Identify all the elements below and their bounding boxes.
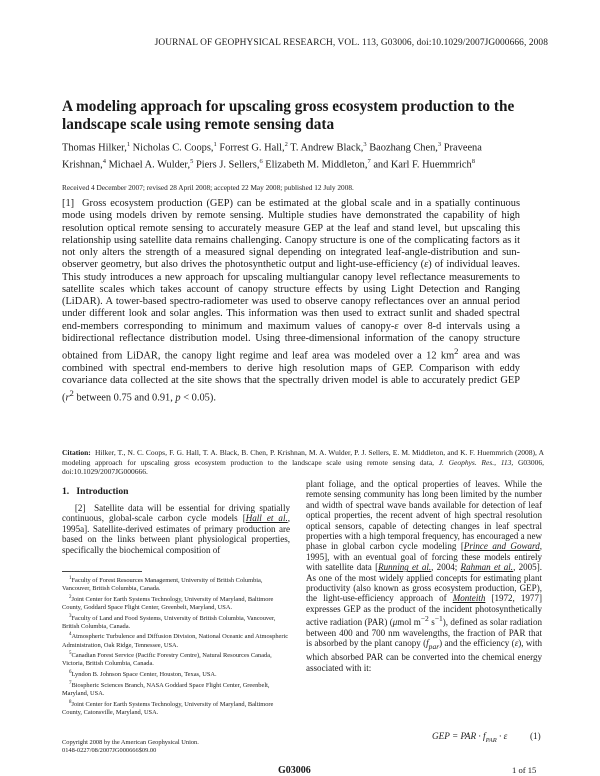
footnote-marker: 1 (69, 576, 72, 581)
footnote-marker: 7 (69, 680, 72, 686)
footnote-marker: 4 (69, 632, 72, 638)
unit-text: s (428, 617, 435, 628)
reference-link[interactable]: Running et al. (378, 562, 432, 573)
section-heading: 1. Introduction (62, 486, 129, 497)
abstract-para-number: [1] (62, 198, 75, 209)
author-name: T. Andrew Black, (290, 142, 364, 154)
intro-paragraph-right (306, 479, 542, 673)
author-affiliation-marker: 6 (259, 157, 263, 165)
abstract-text-1: Gross ecosystem production (GEP) can be estimated at the global scale and in a spatially continuous mode using models driven by remote sensing. Multiple studies have demonstrated the capability of high resolution optical remote sensing to accurately measure GEP at the leaf and stand level, but upscaling this relationship using satellite data remains challenging. Canopy structure is one of the complicating factors as it not only alters the strength of a measured signal depending on integrated leaf-angle-distribution and sun-observer geometry, but also drives the photosynthetic output and light-use-efficiency ( (62, 198, 520, 271)
author-affiliation-marker: 2 (284, 141, 288, 148)
footnote-divider (62, 571, 142, 572)
author-affiliation-marker: 7 (367, 157, 371, 165)
footnote-text: Atmospheric Turbulence and Diffusion Division, National Oceanic and Atmospheric Administration, Oak Ridge, Tennessee, USA. (62, 633, 289, 649)
equation-text: GEP = PAR · f (432, 731, 486, 741)
running-header: JOURNAL OF GEOPHYSICAL RESEARCH, VOL. 113, G03006, doi:10.1029/2007JG000666, 2008 (154, 38, 548, 48)
left-text-1: Satellite data will be essential for driving spatially continuous, global-scale carbon cycle models [ (62, 503, 290, 524)
page-count: 1 of 15 (512, 765, 537, 775)
equation-tail: · ε (496, 731, 508, 741)
author-affiliation-marker: 3 (437, 141, 442, 148)
author-name: Forrest G. Hall, (219, 142, 285, 154)
footnote-marker: 6 (69, 670, 72, 676)
citation-text-1: Hilker, T., N. C. Coops, F. G. Hall, T. A. Black, B. Chen, P. Krishnan, M. A. Wulder, P. J. Sellers, E. M. Middleton, and K. F. Huemmrich (2008), A modeling approach for upscaling gross ecosystem production to the landscape scale using remote sensing data, (62, 448, 545, 467)
copyright-line: Copyright 2008 by the American Geophysical Union. (62, 739, 199, 746)
footnote-text: Joint Center for Earth Systems Technology, University of Maryland, Baltimore County, Goddard Space Flight Center, Greenbelt, Maryland, USA. (62, 595, 274, 612)
author-name: Baozhang Chen, (369, 142, 438, 154)
footnote-marker: 3 (69, 613, 72, 619)
issn-line: 0148-0227/08/2007JG000666$09.00 (62, 747, 157, 755)
footnote-text: Lyndon B. Johnson Space Center, Houston, Texas, USA. (71, 671, 217, 679)
right-text-5: [1972, 1977] expresses GEP as the product of the incident photosynthetically active radiation (PAR) ( (306, 593, 542, 628)
author-name: Elizabeth M. Middleton, (265, 159, 368, 171)
epsilon-symbol: ε (424, 259, 429, 271)
author-name: Nicholas C. Coops, (132, 142, 214, 154)
author-name: Thomas Hilker, (62, 142, 127, 154)
unit-superscript: −2 (420, 614, 429, 624)
right-text-6: ), defined as solar radiation between 400 and 700 nm wavelengths, the fraction of PAR that is absorbed by the plant canopy ( (306, 617, 542, 649)
reference-link[interactable]: Rahman et al. (460, 562, 514, 573)
abstract-text-2: ) of individual leaves. This study introduces a new approach for upscaling multiangular canopy level reflectance measurements to satellite scales which takes account of canopy structure effects by using Light Detection and Ranging (LiDAR). A tower-based spectro-radiometer was used to observe canopy reflectances over an annual period under different look and solar angles. This information was then used to extract sunlit and shaded spectral end-members corresponding to minimum and maximum values of canopy- (62, 259, 520, 332)
citation-label: Citation: (62, 448, 91, 457)
author-name: Michael A. Wulder, (108, 159, 191, 171)
footnote-text: Biospheric Sciences Branch, NASA Goddard Space Flight Center, Greenbelt, Maryland, USA. (62, 681, 270, 697)
author-affiliation-marker: 8 (471, 157, 475, 165)
citation (62, 448, 544, 477)
abstract-text-3: over 8-d intervals using a bidirectional reflectance distribution model. Using three-dimensional information of the canopy structure obtained from LiDAR, the canopy light regime and leaf area was modeled over a 12 km (62, 320, 520, 362)
author-affiliation-marker: 5 (190, 157, 194, 165)
author-affiliation-marker: 1 (126, 141, 131, 148)
mu-symbol: μ (392, 617, 398, 628)
author-list (62, 138, 482, 172)
article-title: A modeling approach for upscaling gross ecosystem production to the landscape scale using remote sensing data (62, 98, 515, 133)
equation-gep (432, 731, 507, 744)
epsilon-symbol: ε (394, 320, 399, 332)
footnote-item (62, 680, 290, 698)
abstract-text-6: < 0.05). (180, 392, 216, 404)
page-identifier: G03006 (278, 765, 311, 776)
citation-text-2: G03006, doi:10.1029/2007JG000666. (62, 457, 544, 477)
left-text-2: , 1995a]. Satellite-derived estimates of primary production are based on the links between plant physiological properties, specifically the biochemical composition of (62, 513, 290, 555)
footnote-text: Canadian Forest Service (Pacific Forestry Centre), Natural Resources Canada, Victoria, British Columbia, Canada. (62, 652, 272, 668)
footnote-item (62, 669, 290, 679)
intro-para-number: [2] (74, 503, 86, 513)
author-affiliation-marker: 4 (102, 157, 106, 165)
abstract-text-4: area and was combined with spectral end-members to derive high resolution maps of GEP. Comparison with eddy covariance data collected at the site shows that the spectrally driven model is able to accurately predict GEP ( (62, 350, 520, 404)
author-name: Piers J. Sellers, (195, 159, 260, 171)
footnote-text: Faculty of Forest Resources Management, University of British Columbia, Vancouver, British Columbia, Canada. (62, 577, 263, 593)
f-variable: f (426, 638, 429, 649)
footnote-marker: 2 (69, 594, 72, 600)
p-variable: p (175, 392, 181, 404)
unit-text: mol m (397, 617, 421, 628)
reference-link[interactable]: Hall et al. (245, 513, 288, 524)
right-text-4: , 2005]. As one of the most widely applied concepts for estimating plant productivity (also known as gross ecosystem production, GEP), the light-use-efficiency approach of (306, 562, 542, 604)
footnote-item (62, 650, 290, 668)
right-text-7: ) and the efficiency ( (439, 638, 515, 649)
footnote-item (62, 575, 290, 593)
reference-link[interactable]: Prince and Goward (463, 541, 540, 552)
reference-link[interactable]: Monteith (452, 593, 486, 604)
footnote-text: Joint Center for Earth Systems Technology, University of Maryland, Baltimore County, Catonsville, Maryland, USA. (62, 700, 274, 716)
right-text-8: ), with which absorbed PAR can be converted into the chemical energy associated with it: (306, 638, 542, 673)
equation-number: (1) (530, 731, 541, 741)
footnote-item (62, 594, 290, 612)
footnote-text: Faculty of Land and Food Systems, University of British Columbia, Vancouver, British Columbia, Canada. (62, 614, 276, 630)
received-dates: Received 4 December 2007; revised 28 April 2008; accepted 22 May 2008; published 12 July 2008. (62, 183, 354, 192)
intro-paragraph-left (62, 503, 290, 555)
equation-subscript: PAR (485, 736, 497, 744)
unit-superscript: −1 (434, 614, 443, 624)
citation-journal: J. Geophys. Res., 113, (438, 457, 514, 467)
right-text-1: plant foliage, and the optical properties of leaves. While the remote sensing community has long been limited by the number and width of spectral wave bands available for detection of leaf optical properties, the recent advent of high spectral resolution optical sensors, capable of detecting changes in leaf spectral properties with a high temporal frequency, has encouraged a new phase in global carbon cycle modeling [ (306, 479, 542, 552)
footnote-marker: 8 (69, 699, 72, 705)
r-superscript: 2 (69, 388, 74, 399)
abstract (62, 198, 520, 405)
copyright-notice (62, 739, 292, 755)
affiliation-footnotes (62, 575, 290, 717)
footnote-marker: 5 (69, 651, 72, 657)
author-name: and Karl F. Huemmrich (373, 159, 472, 171)
right-text-2: , 1995], with an eventual goal of forcing these models entirely with satellite data [ (306, 541, 542, 573)
author-affiliation-marker: 1 (213, 141, 217, 148)
footnote-item (62, 631, 290, 649)
abstract-text-5: between 0.75 and 0.91, (73, 392, 176, 404)
footnote-item (62, 613, 290, 631)
right-text-3: , 2004; (431, 562, 461, 573)
author-name: Praveena Krishnan, (62, 142, 482, 171)
author-affiliation-marker: 3 (363, 141, 367, 148)
km-superscript: 2 (454, 346, 459, 356)
footnote-item (62, 699, 290, 717)
epsilon-symbol: ε (514, 638, 519, 649)
r-variable: r (65, 392, 70, 404)
f-subscript: par (428, 641, 440, 651)
